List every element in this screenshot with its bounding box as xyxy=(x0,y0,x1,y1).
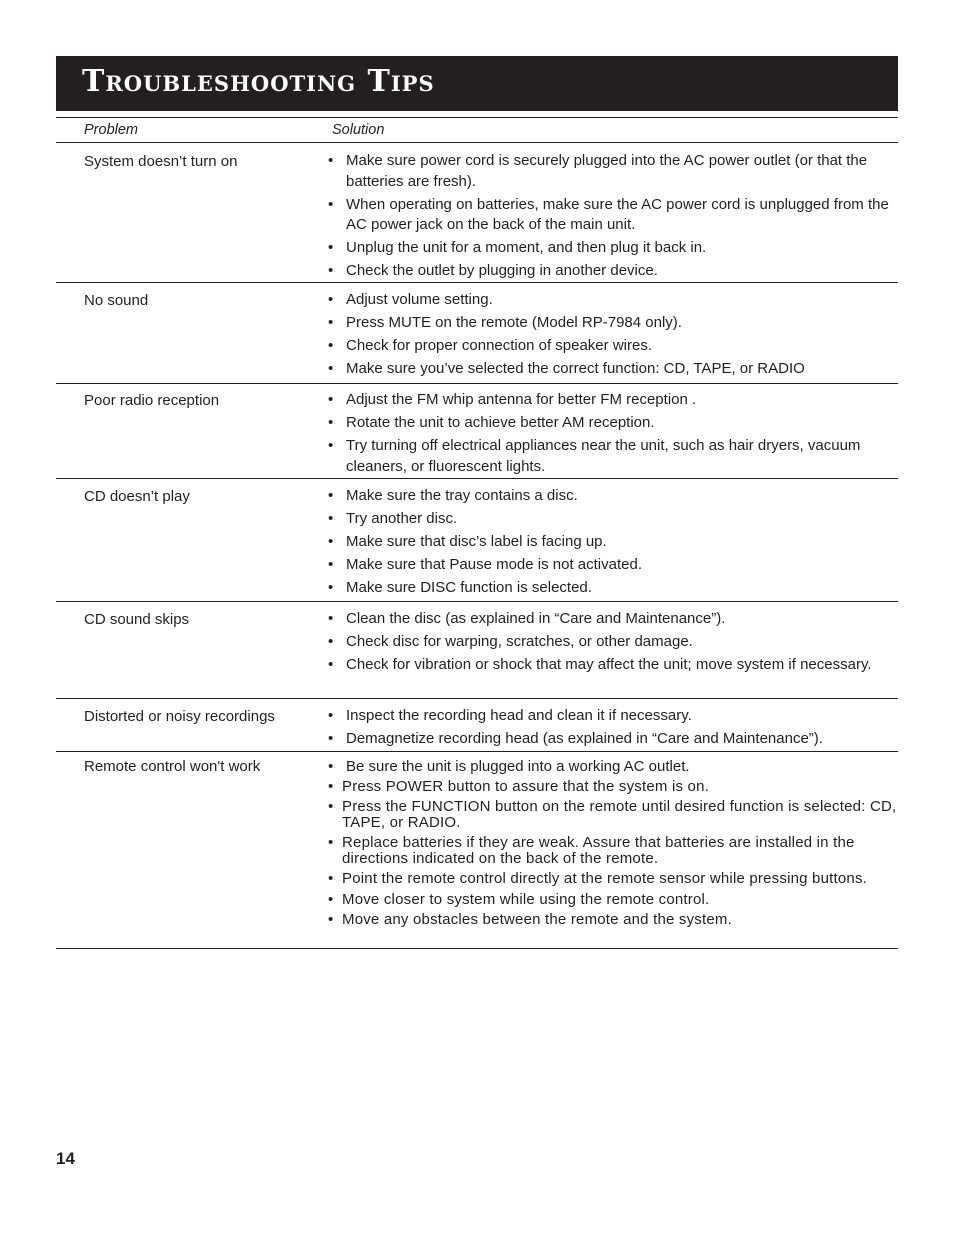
bullet-icon: • xyxy=(328,262,334,279)
solution-list xyxy=(328,609,898,678)
solution-item: • Demagnetize recording head (as explained in “Care and Maintenance”). xyxy=(328,729,898,750)
solution-item: • Try another disc. xyxy=(328,509,898,530)
solution-item: • Move any obstacles between the remote and the system. xyxy=(328,911,732,928)
solution-item: • Replace batteries if they are weak. Assure that batteries are installed in the directions indicated on the back of the remote. xyxy=(328,834,855,867)
bullet-icon: • xyxy=(328,911,334,928)
bullet-icon: • xyxy=(328,533,334,550)
bullet-icon: • xyxy=(328,487,334,504)
bullet-icon: • xyxy=(328,360,334,377)
solution-list xyxy=(328,757,898,933)
bullet-icon: • xyxy=(328,556,334,573)
page-number: 14 xyxy=(56,1149,75,1168)
bullet-icon: • xyxy=(328,890,334,908)
problem-cell: System doesn’t turn on xyxy=(84,153,238,170)
bullet-icon: • xyxy=(328,730,334,747)
solution-item: • Try turning off electrical appliances near the unit, such as hair dryers, vacuum cleaners, or fluorescent lights. xyxy=(328,437,861,475)
solution-item: • Press the FUNCTION button on the remote until desired function is selected: CD, TAPE, or RADIO. xyxy=(328,798,897,831)
solution-item: • Make sure you’ve selected the correct function: CD, TAPE, or RADIO xyxy=(328,359,898,380)
problem-cell: No sound xyxy=(84,292,149,309)
bullet-icon: • xyxy=(328,656,334,673)
bullet-icon: • xyxy=(328,798,334,815)
bullet-icon: • xyxy=(328,758,334,775)
table-row xyxy=(56,478,898,601)
solution-item: • Press POWER button to assure that the system is on. xyxy=(328,777,710,795)
solution-item: • Make sure that disc’s label is facing up. xyxy=(328,532,898,553)
solution-item: • When operating on batteries, make sure the AC power cord is unplugged from the AC power jack on the back of the main unit. xyxy=(328,195,889,233)
bullet-icon: • xyxy=(328,870,334,887)
solution-item: • Check the outlet by plugging in another device. xyxy=(328,261,898,282)
bullet-icon: • xyxy=(328,152,334,169)
bullet-icon: • xyxy=(328,633,334,650)
table-row xyxy=(56,751,898,949)
solution-column-header: Solution xyxy=(332,122,385,138)
solution-item: • Make sure DISC function is selected. xyxy=(328,578,898,599)
page-title: Troubleshooting Tips xyxy=(82,64,435,99)
bullet-icon: • xyxy=(328,291,334,308)
solution-list xyxy=(328,706,898,752)
bullet-icon: • xyxy=(328,437,334,454)
solution-list xyxy=(328,290,898,382)
bullet-icon: • xyxy=(328,195,334,213)
solution-item: • Press MUTE on the remote (Model RP-7984 only). xyxy=(328,313,898,334)
table-row xyxy=(56,282,898,383)
bullet-icon: • xyxy=(328,337,334,354)
header-rule xyxy=(56,117,898,118)
table-row xyxy=(56,142,898,282)
bullet-icon: • xyxy=(328,707,334,724)
solution-item: • Point the remote control directly at the remote sensor while pressing buttons. xyxy=(328,870,868,887)
solution-item: • Adjust the FM whip antenna for better FM reception . xyxy=(328,390,898,411)
solution-item: • Make sure that Pause mode is not activated. xyxy=(328,555,898,576)
solution-list xyxy=(328,486,898,601)
table-row xyxy=(56,698,898,751)
solution-item: • Check disc for warping, scratches, or other damage. xyxy=(328,632,898,653)
table-row xyxy=(56,601,898,698)
problem-cell: Poor radio reception xyxy=(84,392,220,409)
solution-item: • Check for vibration or shock that may affect the unit; move system if necessary. xyxy=(328,655,898,676)
solution-item: • Inspect the recording head and clean it if necessary. xyxy=(328,706,898,727)
title-bar xyxy=(56,56,898,111)
solution-item: • Adjust volume setting. xyxy=(328,290,898,311)
solution-item: • Rotate the unit to achieve better AM reception. xyxy=(328,413,898,434)
troubleshooting-table xyxy=(56,142,898,949)
bullet-icon: • xyxy=(328,777,334,795)
solution-item: • Make sure the tray contains a disc. xyxy=(328,486,898,507)
problem-cell: Distorted or noisy recordings xyxy=(84,708,275,725)
problem-cell: Remote control won't work xyxy=(84,758,261,775)
bullet-icon: • xyxy=(328,314,334,331)
bullet-icon: • xyxy=(328,510,334,527)
solution-list xyxy=(328,390,898,480)
solution-item: • Check for proper connection of speaker wires. xyxy=(328,336,898,357)
bullet-icon: • xyxy=(328,834,334,851)
solution-item: • Clean the disc (as explained in “Care and Maintenance”). xyxy=(328,609,898,630)
solution-item: • Make sure power cord is securely plugged into the AC power outlet (or that the batteries are fresh). xyxy=(328,152,868,190)
problem-cell: CD sound skips xyxy=(84,611,190,628)
bullet-icon: • xyxy=(328,239,334,256)
bullet-icon: • xyxy=(328,610,334,627)
problem-cell: CD doesn’t play xyxy=(84,488,190,505)
table-row xyxy=(56,383,898,478)
solution-item: • Unplug the unit for a moment, and then plug it back in. xyxy=(328,238,898,259)
bullet-icon: • xyxy=(328,579,334,596)
solution-list xyxy=(328,151,898,284)
bullet-icon: • xyxy=(328,414,334,431)
bullet-icon: • xyxy=(328,391,334,408)
solution-item: • Be sure the unit is plugged into a working AC outlet. xyxy=(328,757,898,778)
problem-column-header: Problem xyxy=(84,122,138,138)
solution-item: • Move closer to system while using the remote control. xyxy=(328,890,710,908)
